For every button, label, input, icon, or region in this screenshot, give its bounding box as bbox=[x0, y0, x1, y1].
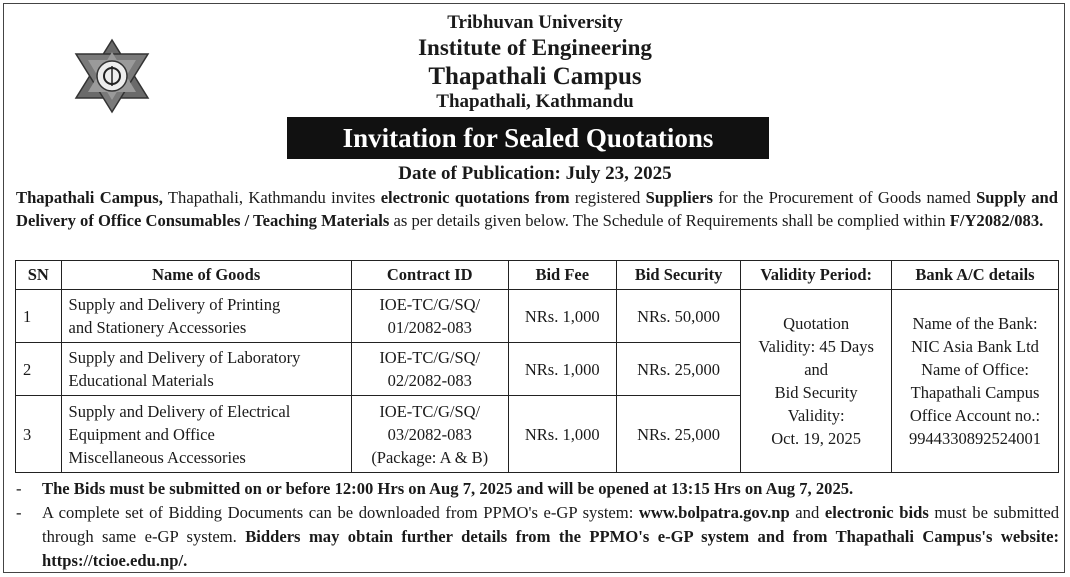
validity-line: Bid Security bbox=[774, 383, 858, 402]
row-bid-security: NRs. 50,000 bbox=[616, 290, 740, 343]
note-dash: - bbox=[16, 479, 22, 498]
row-sn: 2 bbox=[16, 343, 62, 396]
row-name-line: Supply and Delivery of Printing bbox=[68, 295, 281, 314]
header-name: Name of Goods bbox=[61, 261, 351, 290]
row-name-line: Equipment and Office bbox=[68, 424, 215, 444]
bank-line: Thapathali Campus bbox=[910, 383, 1040, 402]
bank-cell bbox=[892, 290, 1059, 473]
row-sn: 1 bbox=[16, 290, 62, 343]
row-name bbox=[61, 290, 351, 343]
row-name-line: Educational Materials bbox=[68, 371, 214, 390]
row-name bbox=[61, 396, 351, 473]
note-item bbox=[15, 501, 1059, 573]
row-name-line: and Stationery Accessories bbox=[68, 318, 247, 337]
note-website-info: Bidders may obtain further details from the PPMO's e-GP system and from Thapathali Campus's website: https://tcioe.edu.np/. bbox=[42, 527, 1059, 570]
institute-name: Institute of Engineering bbox=[418, 35, 652, 60]
row-contract-id bbox=[351, 343, 508, 396]
note-item bbox=[15, 477, 1059, 501]
row-cid-line: (Package: A & B) bbox=[371, 447, 489, 467]
row-bid-fee: NRs. 1,000 bbox=[508, 396, 616, 473]
validity-line: Validity: bbox=[787, 406, 845, 425]
header-sn: SN bbox=[16, 261, 62, 290]
validity-line: Oct. 19, 2025 bbox=[771, 429, 862, 448]
row-contract-id bbox=[351, 290, 508, 343]
row-contract-id bbox=[351, 396, 508, 473]
campus-location: Thapathali, Kathmandu bbox=[436, 91, 634, 112]
intro-text-2: registered bbox=[569, 188, 646, 207]
row-cid-line: IOE-TC/G/SQ/ bbox=[379, 295, 481, 314]
intro-campus: Thapathali Campus, bbox=[16, 188, 163, 207]
intro-paragraph bbox=[16, 186, 1058, 232]
notes-section bbox=[15, 477, 1059, 573]
notice-title: Invitation for Sealed Quotations bbox=[287, 117, 769, 159]
intro-text-3: for the Procurement of Goods named bbox=[712, 188, 977, 207]
bolpatra-link[interactable]: www.bolpatra.gov.np bbox=[638, 503, 790, 522]
header-bid-fee: Bid Fee bbox=[508, 261, 616, 290]
validity-line: Validity: 45 Days bbox=[758, 337, 874, 356]
row-bid-fee: NRs. 1,000 bbox=[508, 343, 616, 396]
row-name-line: Miscellaneous Accessories bbox=[68, 447, 246, 467]
note-bold: electronic bids bbox=[824, 503, 929, 522]
note-submission-deadline: The Bids must be submitted on or before 12:00 Hrs on Aug 7, 2025 and will be opened at 13:15 Hrs on Aug 7, 2025. bbox=[42, 479, 854, 498]
row-name bbox=[61, 343, 351, 396]
row-bid-security: NRs. 25,000 bbox=[616, 343, 740, 396]
bank-line: Name of Office: bbox=[921, 360, 1029, 379]
note-text: and bbox=[789, 503, 825, 522]
row-name-line: Supply and Delivery of Laboratory bbox=[68, 348, 301, 367]
header-bid-security: Bid Security bbox=[616, 261, 740, 290]
intro-bold-2: Suppliers bbox=[645, 188, 713, 207]
row-cid-line: 03/2082-083 bbox=[387, 424, 472, 444]
row-bid-fee: NRs. 1,000 bbox=[508, 290, 616, 343]
intro-fiscal-year: F/Y2082/083. bbox=[949, 211, 1044, 230]
validity-line: Quotation bbox=[783, 314, 850, 333]
publication-date: Date of Publication: July 23, 2025 bbox=[398, 163, 672, 184]
bank-account-number: 9944330892524001 bbox=[909, 429, 1041, 448]
table-header-row bbox=[16, 261, 1059, 290]
note-text: A complete set of Bidding Documents can be downloaded from PPMO's e-GP system: bbox=[42, 503, 639, 522]
row-cid-line: 01/2082-083 bbox=[387, 318, 472, 337]
validity-cell bbox=[741, 290, 892, 473]
note-dash: - bbox=[16, 503, 22, 522]
note-text: must be submitted through same e-GP system. bbox=[42, 503, 1059, 546]
header-bank: Bank A/C details bbox=[892, 261, 1059, 290]
header-contract-id: Contract ID bbox=[351, 261, 508, 290]
row-bid-security: NRs. 25,000 bbox=[616, 396, 740, 473]
row-sn: 3 bbox=[16, 396, 62, 473]
table-row bbox=[16, 290, 1059, 343]
intro-goods-title: Supply and Delivery of Office Consumables / Teaching Materials bbox=[16, 188, 1058, 230]
row-name-line: Supply and Delivery of Electrical bbox=[68, 401, 291, 421]
intro-bold-1: electronic quotations from bbox=[380, 188, 570, 207]
intro-text-1: Thapathali, Kathmandu invites bbox=[162, 188, 381, 207]
bank-line: Name of the Bank: bbox=[912, 314, 1038, 333]
row-cid-line: 02/2082-083 bbox=[387, 371, 472, 390]
validity-line: and bbox=[804, 360, 829, 379]
bank-line: NIC Asia Bank Ltd bbox=[911, 337, 1039, 356]
row-cid-line: IOE-TC/G/SQ/ bbox=[379, 401, 481, 421]
intro-text-4: as per details given below. The Schedule of Requirements shall be complied within bbox=[389, 211, 950, 230]
university-name: Tribhuvan University bbox=[447, 12, 623, 33]
campus-name: Thapathali Campus bbox=[428, 63, 642, 90]
row-cid-line: IOE-TC/G/SQ/ bbox=[379, 348, 481, 367]
header-validity: Validity Period: bbox=[741, 261, 892, 290]
bank-line: Office Account no.: bbox=[909, 406, 1041, 425]
goods-table bbox=[15, 260, 1059, 473]
